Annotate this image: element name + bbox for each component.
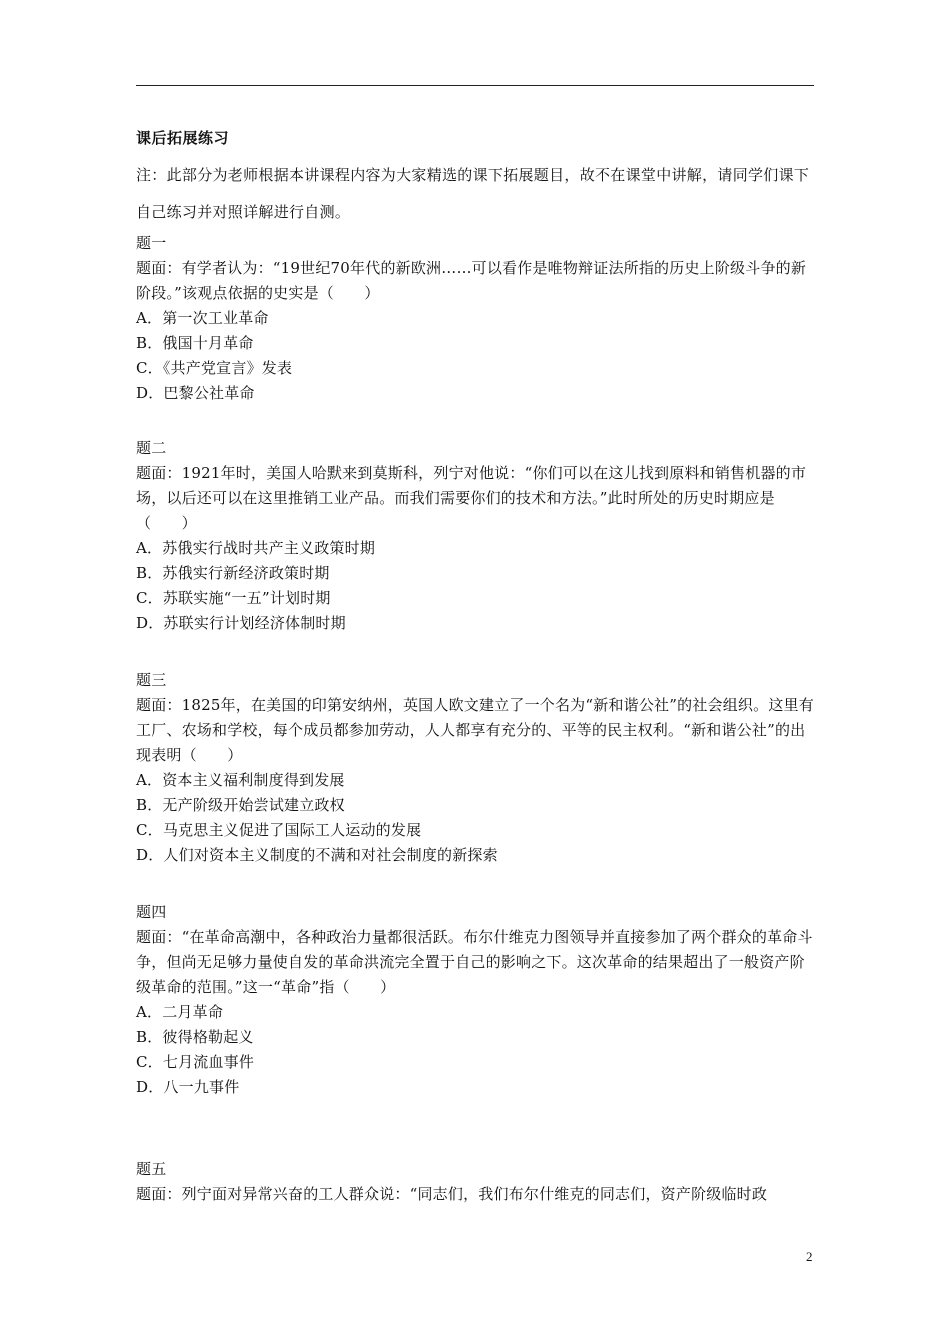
option-b: B．彼得格勒起义: [136, 1028, 254, 1046]
question-stem: 题面：1921年时，美国人哈默来到莫斯科，列宁对他说：“你们可以在这儿找到原料和销售机器的市场，以后还可以在这里推销工业产品。而我们需要你们的技术和方法。”此时所处的历史时期应是（ ）: [136, 464, 807, 532]
option-d: D．人们对资本主义制度的不满和对社会制度的新探索: [136, 846, 498, 864]
option-d: D．八一九事件: [136, 1078, 240, 1096]
question-stem: 题面：“在革命高潮中，各种政治力量都很活跃。布尔什维克力图领导并直接参加了两个群众的革命斗争，但尚无足够力量使自发的革命洪流完全置于自己的影响之下。这次革命的结果超出了一般资产阶级革命的范围。”这一“革命”指（ ）: [136, 928, 813, 996]
question-3: [136, 668, 816, 868]
question-label: 题二: [136, 439, 167, 457]
question-2: [136, 436, 816, 636]
question-5: [136, 1157, 816, 1207]
question-stem: 题面：列宁面对异常兴奋的工人群众说：“同志们，我们布尔什维克的同志们，资产阶级临时政: [136, 1185, 768, 1203]
question-label: 题三: [136, 671, 167, 689]
option-c: C．苏联实施“一五”计划时期: [136, 589, 331, 607]
question-label: 题一: [136, 234, 167, 252]
option-c: C．七月流血事件: [136, 1053, 255, 1071]
question-4: [136, 900, 816, 1100]
option-b: B．俄国十月革命: [136, 334, 254, 352]
option-a: A．第一次工业革命: [136, 309, 269, 327]
question-1: [136, 231, 816, 406]
section-title: 课后拓展练习: [136, 129, 230, 147]
header-rule: [136, 85, 814, 86]
question-stem: 题面：有学者认为：“19世纪70年代的新欧洲……可以看作是唯物辩证法所指的历史上阶级斗争的新阶段。”该观点依据的史实是（ ）: [136, 259, 807, 302]
option-d: D．苏联实行计划经济体制时期: [136, 614, 346, 632]
option-b: B．苏俄实行新经济政策时期: [136, 564, 330, 582]
option-a: A．二月革命: [136, 1003, 224, 1021]
option-d: D．巴黎公社革命: [136, 384, 255, 402]
option-c: C．《共产党宣言》发表: [136, 359, 293, 377]
option-a: A．苏俄实行战时共产主义政策时期: [136, 539, 376, 557]
option-c: C．马克思主义促进了国际工人运动的发展: [136, 821, 422, 839]
option-b: B．无产阶级开始尝试建立政权: [136, 796, 345, 814]
question-stem: 题面：1825年，在美国的印第安纳州，英国人欧文建立了一个名为“新和谐公社”的社会组织。这里有工厂、农场和学校，每个成员都参加劳动，人人都享有充分的、平等的民主权利。“新和谐公社”的出现表明（ ）: [136, 696, 814, 764]
note-paragraph: 注：此部分为老师根据本讲课程内容为大家精选的课下拓展题目，故不在课堂中讲解，请同学们课下自己练习并对照详解进行自测。: [136, 166, 810, 221]
question-label: 题四: [136, 903, 167, 921]
question-label: 题五: [136, 1160, 167, 1178]
option-a: A．资本主义福利制度得到发展: [136, 771, 345, 789]
page-number: 2: [806, 1249, 813, 1264]
